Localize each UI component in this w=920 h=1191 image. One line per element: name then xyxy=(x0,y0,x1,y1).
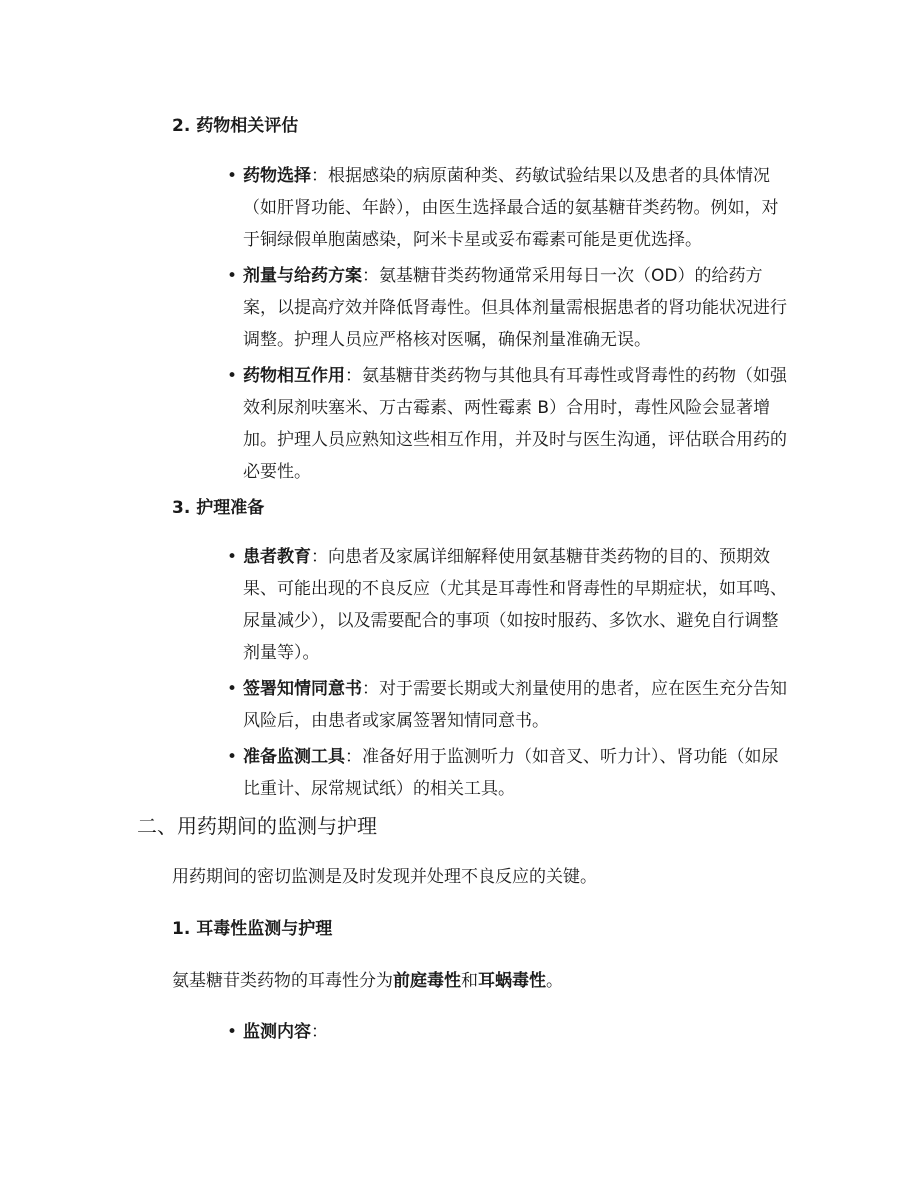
bullet-icon: • xyxy=(227,166,238,186)
part-heading-monitoring: 二、用药期间的监测与护理 xyxy=(137,814,377,838)
sentence-conj: 和 xyxy=(461,971,478,991)
bullet-icon: • xyxy=(227,547,238,567)
list-item xyxy=(227,160,791,256)
list-item xyxy=(227,1016,791,1048)
ototoxicity-sentence xyxy=(172,970,563,992)
ototoxicity-list xyxy=(227,1016,791,1052)
drug-assessment-list xyxy=(227,160,791,492)
term-cochlear: 耳蜗毒性 xyxy=(478,971,546,991)
item-term: 签署知情同意书 xyxy=(243,679,362,699)
section-heading-nursing-prep: 3. 护理准备 xyxy=(172,498,265,518)
sentence-end: 。 xyxy=(546,971,563,991)
bullet-icon: • xyxy=(227,679,238,699)
sentence-prefix: 氨基糖苷类药物的耳毒性分为 xyxy=(172,971,393,991)
list-item xyxy=(227,541,791,669)
item-text: ： xyxy=(311,1022,328,1042)
item-term: 药物选择 xyxy=(243,166,311,186)
list-item xyxy=(227,260,791,356)
item-term: 患者教育 xyxy=(243,547,311,567)
section-heading-drug-assessment: 2. 药物相关评估 xyxy=(172,116,299,136)
item-text: ：根据感染的病原菌种类、药敏试验结果以及患者的具体情况（如肝肾功能、年龄），由医生选择最合适的氨基糖苷类药物。例如，对于铜绿假单胞菌感染，阿米卡星或妥布霉素可能是更优选择。 xyxy=(243,166,779,250)
bullet-icon: • xyxy=(227,366,238,386)
list-item xyxy=(227,673,791,737)
item-text: ：向患者及家属详细解释使用氨基糖苷类药物的目的、预期效果、可能出现的不良反应（尤其是耳毒性和肾毒性的早期症状，如耳鸣、尿量减少），以及需要配合的事项（如按时服药、多饮水、避免自行调整剂量等）。 xyxy=(243,547,787,663)
item-text: ：氨基糖苷类药物通常采用每日一次（OD）的给药方案，以提高疗效并降低肾毒性。但具体剂量需根据患者的肾功能状况进行调整。护理人员应严格核对医嘱，确保剂量准确无误。 xyxy=(243,266,787,350)
bullet-icon: • xyxy=(227,266,238,286)
list-item xyxy=(227,741,791,805)
item-term: 准备监测工具 xyxy=(243,747,345,767)
bullet-icon: • xyxy=(227,747,238,767)
item-text: ：准备好用于监测听力（如音叉、听力计）、肾功能（如尿比重计、尿常规试纸）的相关工具。 xyxy=(243,747,779,799)
part-intro: 用药期间的密切监测是及时发现并处理不良反应的关键。 xyxy=(172,867,597,887)
item-term: 监测内容 xyxy=(243,1022,311,1042)
list-item xyxy=(227,360,791,488)
item-text: ：氨基糖苷类药物与其他具有耳毒性或肾毒性的药物（如强效利尿剂呋塞米、万古霉素、两性霉素 B）合用时，毒性风险会显著增加。护理人员应熟知这些相互作用，并及时与医生沟通，评估联合用药的必要性。 xyxy=(243,366,787,482)
item-text: ：对于需要长期或大剂量使用的患者，应在医生充分告知风险后，由患者或家属签署知情同意书。 xyxy=(243,679,787,731)
section-heading-ototoxicity: 1. 耳毒性监测与护理 xyxy=(172,919,333,939)
nursing-prep-list xyxy=(227,541,791,809)
item-term: 剂量与给药方案 xyxy=(243,266,362,286)
item-term: 药物相互作用 xyxy=(243,366,345,386)
term-vestibular: 前庭毒性 xyxy=(393,971,461,991)
bullet-icon: • xyxy=(227,1022,238,1042)
